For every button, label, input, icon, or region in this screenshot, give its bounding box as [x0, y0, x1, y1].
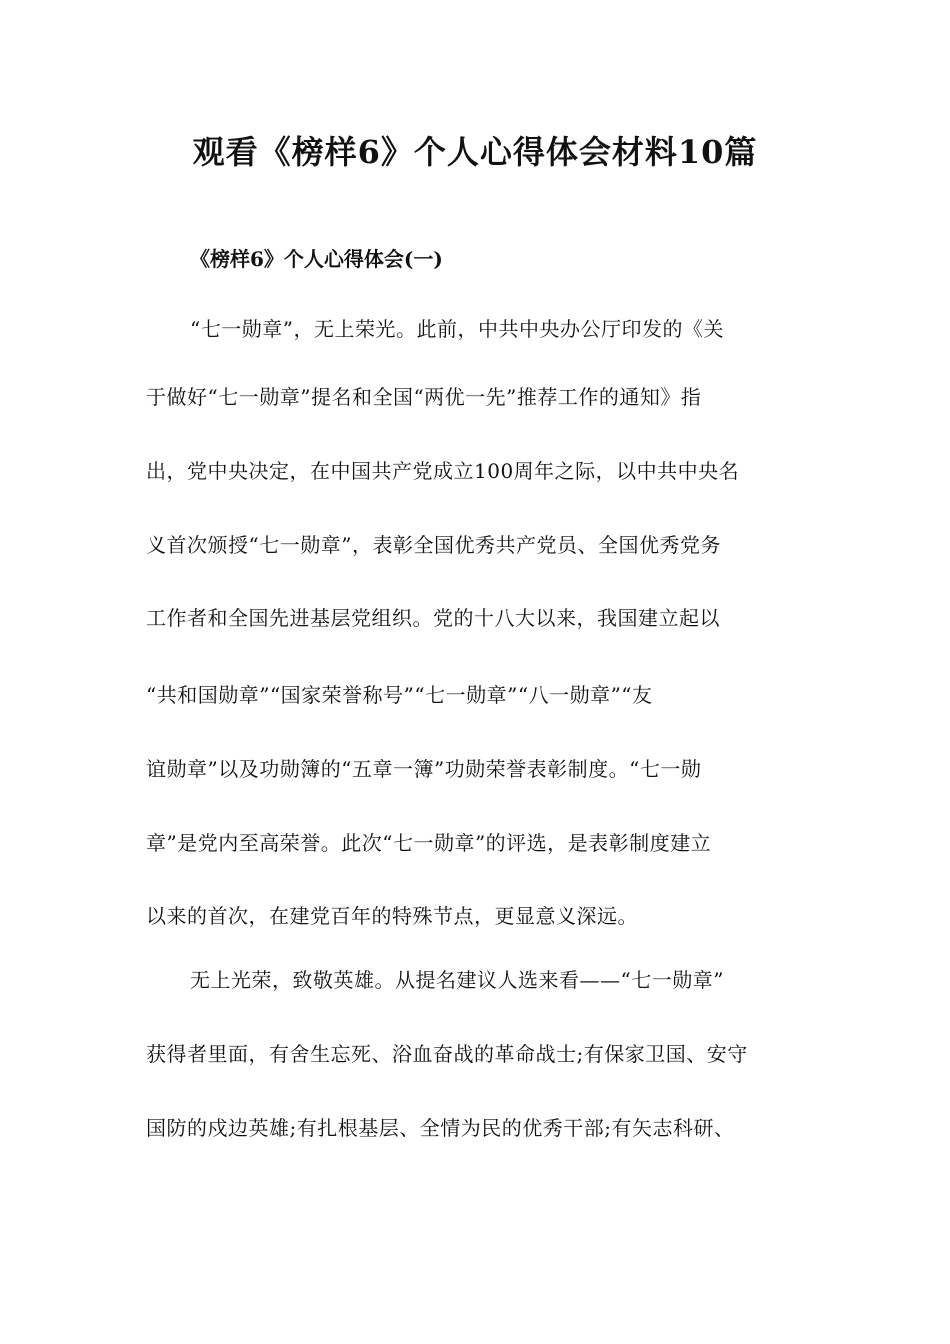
paragraph-line: “共和国勋章”“国家荣誉称号”“七一勋章”“八一勋章”“友: [146, 683, 653, 707]
paragraph-line: 于做好“七一勋章”提名和全国“两优一先”推荐工作的通知》指: [146, 385, 702, 409]
paragraph-line: 无上光荣，致敬英雄。从提名建议人选来看——“七一勋章”: [190, 968, 724, 992]
paragraph-line: 章”是党内至高荣誉。此次“七一勋章”的评选，是表彰制度建立: [146, 831, 712, 855]
document-title: 观看《榜样6》个人心得体会材料10篇: [192, 133, 758, 171]
paragraph-line: 工作者和全国先进基层党组织。党的十八大以来，我国建立起以: [146, 606, 720, 630]
paragraph-line: 义首次颁授“七一勋章”，表彰全国优秀共产党员、全国优秀党务: [146, 533, 721, 557]
paragraph-line: 出，党中央决定，在中国共产党成立100周年之际，以中共中央名: [146, 459, 740, 483]
paragraph-line: 国防的戍边英雄;有扎根基层、全情为民的优秀干部;有矢志科研、: [146, 1116, 735, 1140]
paragraph-line: 以来的首次，在建党百年的特殊节点，更显意义深远。: [146, 904, 638, 928]
paragraph-line: 获得者里面，有舍生忘死、浴血奋战的革命战士;有保家卫国、安守: [146, 1042, 748, 1066]
paragraph-line: “七一勋章”，无上荣光。此前，中共中央办公厅印发的《关: [190, 317, 724, 341]
paragraph-line: 谊勋章”以及功勋簿的“五章一簿”功勋荣誉表彰制度。“七一勋: [146, 757, 702, 781]
section-heading: 《榜样6》个人心得体会(一): [190, 247, 443, 271]
